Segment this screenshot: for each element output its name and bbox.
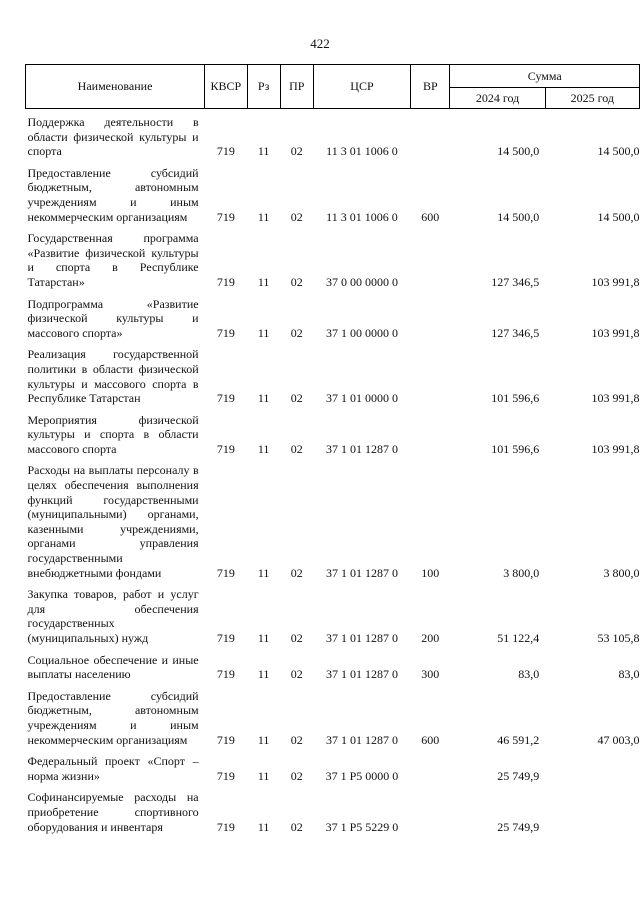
table-row xyxy=(26,109,640,160)
cell-vr: 200 xyxy=(421,631,440,645)
cell-2024: 51 122,4 xyxy=(497,631,540,645)
cell-vr: 100 xyxy=(421,565,440,580)
cell-name: Предоставление субсидий бюджетным, автономным учреждениям и иным некоммерческим организациям xyxy=(27,688,199,747)
cell-2025: 14 500,0 xyxy=(597,144,640,159)
cell-pr: 02 xyxy=(290,732,303,747)
table-row xyxy=(26,291,640,342)
cell-rz: 11 xyxy=(257,631,270,645)
cell-2024: 46 591,2 xyxy=(497,732,540,747)
cell-pr: 02 xyxy=(290,768,303,783)
cell-2025: 47 003,0 xyxy=(597,732,640,747)
cell-2025 xyxy=(545,784,639,835)
cell-2025 xyxy=(545,748,639,784)
cell-rz: 11 xyxy=(257,274,270,289)
cell-2024: 3 800,0 xyxy=(503,565,540,580)
cell-csr: 37 1 01 1287 0 xyxy=(325,732,398,747)
cell-2024: 14 500,0 xyxy=(497,209,540,224)
cell-kvsr: 719 xyxy=(216,274,235,289)
cell-csr: 37 1 00 0000 0 xyxy=(325,325,398,340)
cell-vr xyxy=(411,225,450,290)
cell-csr: 37 1 P5 5229 0 xyxy=(325,819,399,834)
cell-2025: 103 991,8 xyxy=(591,274,640,289)
cell-2025: 83,0 xyxy=(618,667,640,682)
cell-2025: 53 105,8 xyxy=(597,631,640,645)
cell-2025: 103 991,8 xyxy=(591,325,640,340)
cell-rz: 11 xyxy=(257,732,270,747)
cell-2025: 3 800,0 xyxy=(603,565,640,580)
cell-name: Реализация государственной политики в области физической культуры и массового спорта в Республике Татарстан xyxy=(27,347,199,406)
cell-pr: 02 xyxy=(290,209,303,224)
cell-2024: 25 749,9 xyxy=(497,819,540,834)
cell-vr xyxy=(411,407,450,458)
table-header xyxy=(26,65,640,109)
header-sum: Сумма xyxy=(450,65,640,88)
cell-csr: 37 0 00 0000 0 xyxy=(325,274,398,289)
cell-name: Государственная программа «Развитие физической культуры и спорта в Республике Татарстан» xyxy=(27,231,199,289)
cell-2024: 127 346,5 xyxy=(491,274,540,289)
cell-pr: 02 xyxy=(290,144,303,159)
cell-kvsr: 719 xyxy=(216,732,235,747)
cell-kvsr: 719 xyxy=(216,819,235,834)
table-row xyxy=(26,457,640,581)
cell-kvsr: 719 xyxy=(216,667,235,682)
cell-vr xyxy=(411,341,450,406)
cell-2025: 103 991,8 xyxy=(591,391,640,406)
cell-kvsr: 719 xyxy=(216,768,235,783)
cell-name: Подпрограмма «Развитие физической культуры и массового спорта» xyxy=(27,296,199,340)
cell-2024: 127 346,5 xyxy=(491,325,540,340)
cell-kvsr: 719 xyxy=(216,565,235,580)
cell-kvsr: 719 xyxy=(216,325,235,340)
table-row xyxy=(26,341,640,406)
table-row xyxy=(26,647,640,683)
cell-name: Софинансируемые расходы на приобретение спортивного оборудования и инвентаря xyxy=(27,790,199,834)
header-kvsr: КВСР xyxy=(205,65,247,109)
cell-2024: 101 596,6 xyxy=(491,441,540,456)
cell-name: Закупка товаров, работ и услуг для обеспечения государственных (муниципальных) нужд xyxy=(27,587,199,645)
cell-kvsr: 719 xyxy=(216,144,235,159)
cell-rz: 11 xyxy=(257,667,270,682)
cell-pr: 02 xyxy=(290,819,303,834)
cell-rz: 11 xyxy=(257,565,270,580)
cell-kvsr: 719 xyxy=(216,391,235,406)
header-2024: 2024 год xyxy=(450,88,545,109)
table-row xyxy=(26,784,640,835)
cell-name: Федеральный проект «Спорт – норма жизни» xyxy=(27,754,199,783)
cell-pr: 02 xyxy=(290,565,303,580)
header-rz: Рз xyxy=(247,65,280,109)
cell-rz: 11 xyxy=(257,325,270,340)
cell-name: Мероприятия физической культуры и спорта в области массового спорта xyxy=(27,412,199,456)
cell-csr: 11 3 01 1006 0 xyxy=(326,144,398,159)
cell-vr xyxy=(411,784,450,835)
cell-rz: 11 xyxy=(257,768,270,783)
cell-csr: 37 1 P5 0000 0 xyxy=(325,768,399,783)
cell-pr: 02 xyxy=(290,391,303,406)
table-row xyxy=(26,407,640,458)
cell-name: Социальное обеспечение и иные выплаты населению xyxy=(27,652,199,682)
page-number: 422 xyxy=(310,36,330,51)
cell-rz: 11 xyxy=(257,819,270,834)
cell-csr: 11 3 01 1006 0 xyxy=(326,209,398,224)
cell-csr: 37 1 01 0000 0 xyxy=(325,391,398,406)
cell-2024: 14 500,0 xyxy=(497,144,540,159)
header-name: Наименование xyxy=(26,65,205,109)
cell-csr: 37 1 01 1287 0 xyxy=(325,667,398,682)
cell-name: Поддержка деятельности в области физической культуры и спорта xyxy=(27,115,199,159)
cell-vr xyxy=(411,748,450,784)
cell-vr: 600 xyxy=(421,732,440,747)
cell-csr: 37 1 01 1287 0 xyxy=(325,565,398,580)
cell-name: Расходы на выплаты персоналу в целях обеспечения выполнения функций государственными (муниципальными) органами, казенными учреждениями, органами управления государственными внебюджетными фондами xyxy=(27,463,199,580)
cell-csr: 37 1 01 1287 0 xyxy=(325,631,398,645)
cell-kvsr: 719 xyxy=(216,441,235,456)
cell-pr: 02 xyxy=(290,325,303,340)
cell-pr: 02 xyxy=(290,667,303,682)
budget-table xyxy=(25,64,640,835)
table-row xyxy=(26,581,640,646)
cell-vr: 300 xyxy=(421,667,440,682)
cell-2024: 83,0 xyxy=(518,667,540,682)
cell-vr xyxy=(411,291,450,342)
cell-2024: 101 596,6 xyxy=(491,391,540,406)
cell-vr xyxy=(411,109,450,160)
cell-vr: 600 xyxy=(421,209,440,224)
table-row xyxy=(26,748,640,784)
cell-kvsr: 719 xyxy=(216,631,235,645)
cell-rz: 11 xyxy=(257,144,270,159)
cell-rz: 11 xyxy=(257,209,270,224)
table-body xyxy=(26,109,640,836)
cell-csr: 37 1 01 1287 0 xyxy=(325,441,398,456)
table-row xyxy=(26,160,640,225)
cell-rz: 11 xyxy=(257,441,270,456)
cell-rz: 11 xyxy=(257,391,270,406)
cell-pr: 02 xyxy=(290,274,303,289)
table-row xyxy=(26,683,640,748)
cell-pr: 02 xyxy=(290,631,303,645)
cell-2025: 103 991,8 xyxy=(591,441,640,456)
cell-2025: 14 500,0 xyxy=(597,209,640,224)
header-csr: ЦСР xyxy=(313,65,410,109)
cell-kvsr: 719 xyxy=(216,209,235,224)
header-vr: ВР xyxy=(411,65,450,109)
cell-2024: 25 749,9 xyxy=(497,768,540,783)
header-2025: 2025 год xyxy=(545,88,639,109)
cell-pr: 02 xyxy=(290,441,303,456)
table-row xyxy=(26,225,640,290)
cell-name: Предоставление субсидий бюджетным, автономным учреждениям и иным некоммерческим организациям xyxy=(27,165,199,224)
header-pr: ПР xyxy=(280,65,313,109)
